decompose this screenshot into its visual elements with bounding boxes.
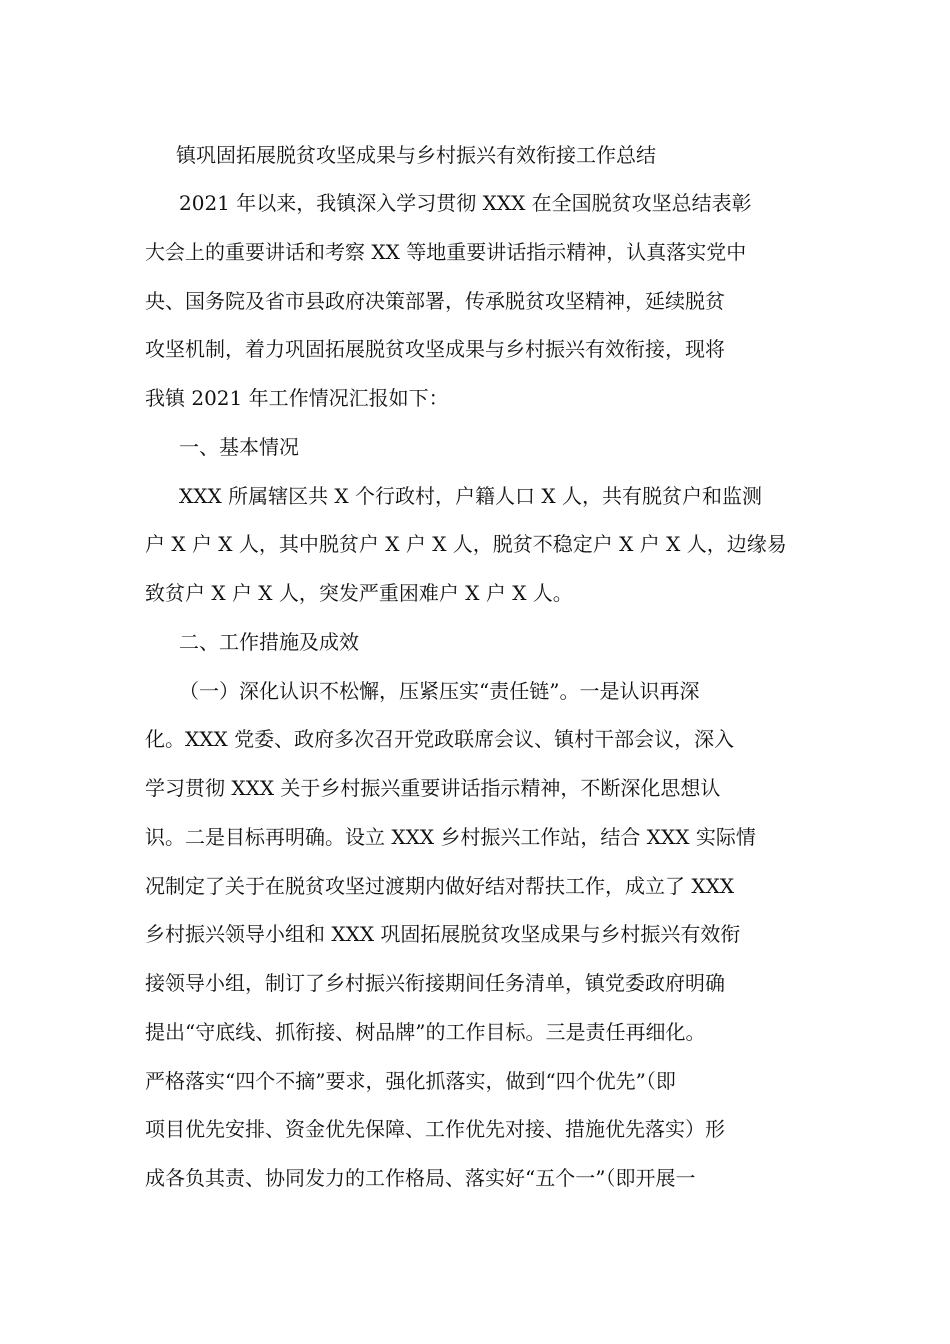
text-line: 提出“守底线、抓衔接、树品牌”的工作目标。三是责任再细化。 — [145, 1019, 706, 1044]
document-body — [145, 131, 805, 1203]
text-line: 严格落实“四个不摘”要求，强化抓落实，做到“四个优先”（即 — [145, 1068, 676, 1093]
text-line: 致贫户 X 户 X 人，突发严重困难户 X 户 X 人。 — [145, 581, 573, 605]
text-line: 成各负其责、协同发力的工作格局、落实好“五个一”（即开展一 — [145, 1166, 696, 1190]
text-line: XXX 所属辖区共 X 个行政村，户籍人口 X 人，共有脱贫户和监测 — [179, 483, 762, 508]
basic-situation-paragraph — [145, 472, 805, 618]
text-line: 乡村振兴领导小组和 XXX 巩固拓展脱贫攻坚成果与乡村振兴有效衔 — [145, 922, 741, 947]
measures-paragraph — [145, 667, 805, 1203]
intro-paragraph — [145, 179, 805, 423]
text-line: 项目优先安排、资金优先保障、工作优先对接、措施优先落实）形 — [145, 1117, 725, 1142]
text-line: 大会上的重要讲话和考察 XX 等地重要讲话指示精神，认真落实党中 — [145, 239, 747, 264]
text-line: 2021 年以来，我镇深入学习贯彻 XXX 在全国脱贫攻坚总结表彰 — [179, 191, 752, 215]
text-line: 况制定了关于在脱贫攻坚过渡期内做好结对帮扶工作，成立了 XXX — [145, 873, 735, 898]
text-line: 学习贯彻 XXX 关于乡村振兴重要讲话指示精神，不断深化思想认 — [145, 776, 721, 800]
text-line: 户 X 户 X 人，其中脱贫户 X 户 X 人，脱贫不稳定户 X 户 X 人，边缘易 — [145, 532, 787, 557]
text-line: 我镇 2021 年工作情况汇报如下： — [145, 386, 449, 410]
text-line: 识。二是目标再明确。设立 XXX 乡村振兴工作站，结合 XXX 实际情 — [145, 824, 756, 849]
text-line: （一）深化认识不松懈，压紧压实“责任链”。一是认识再深 — [179, 678, 700, 703]
text-line: 化。XXX 党委、政府多次召开党政联席会议、镇村干部会议，深入 — [145, 727, 735, 752]
text-line: 接领导小组，制订了乡村振兴衔接期间任务清单，镇党委政府明确 — [145, 971, 725, 995]
document-title: 镇巩固拓展脱贫攻坚成果与乡村振兴有效衔接工作总结 — [176, 143, 656, 167]
section-heading-basic-situation: 一、基本情况 — [179, 434, 299, 459]
text-line: 攻坚机制，着力巩固拓展脱贫攻坚成果与乡村振兴有效衔接，现将 — [145, 337, 725, 362]
text-line: 央、国务院及省市县政府决策部署，传承脱贫攻坚精神，延续脱贫 — [145, 288, 725, 313]
section-heading-measures: 二、工作措施及成效 — [179, 629, 359, 654]
